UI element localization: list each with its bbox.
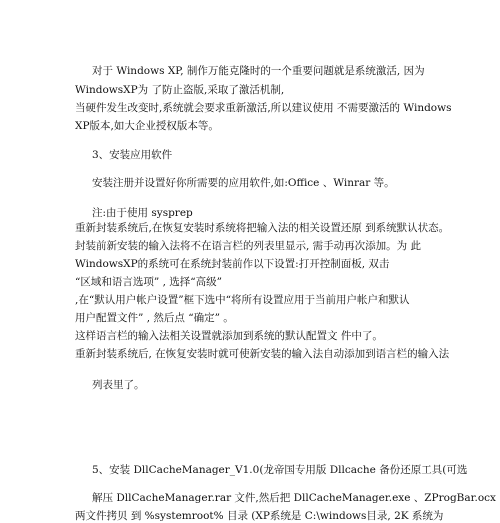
paragraph-line: 两文件拷贝 到 %systemroot% 目录 (XP系统是 C:\windows目录, 2K 系统为 [75, 510, 444, 522]
note-line: 注:由于使用 sysprep [92, 207, 193, 219]
paragraph-line: WindowsXP的系统可在系统封装前作以下设置:打开控制面板, 双击 [75, 258, 390, 270]
paragraph-line: WindowsXP为 了防止盗版,采取了激活机制, [75, 84, 285, 96]
paragraph-line: “区域和语言选项” , 选择“高级” [75, 276, 222, 288]
paragraph-line: 解压 DllCacheManager.rar 文件,然后把 DllCacheManager.exe 、ZProgBar.ocx [92, 492, 496, 504]
paragraph-line: 这样语言栏的输入法相关设置就添加到系统的默认配置文 件中了。 [75, 330, 383, 342]
section-heading: 3、安装应用软件 [92, 149, 173, 161]
paragraph-line: 用户配置文件” , 然后点 “确定” 。 [75, 312, 234, 324]
paragraph-line: ,在“默认用户帐户设置”框下选中“将所有设置应用于当前用户帐户和默认 [75, 294, 410, 306]
paragraph-line: 重新封装系统后, 在恢复安装时就可使新安装的输入法自动添加到语言栏的输入法 [75, 348, 450, 360]
paragraph-line: 当硬件发生改变时,系统就会要求重新激活,所以建议使用 不需要激活的 Windows [75, 102, 452, 114]
paragraph-line: 封装前新安装的输入法将不在语言栏的列表里显示, 需手动再次添加。为 此 [75, 240, 422, 252]
paragraph-line: 重新封装系统后,在恢复安装时系统将把输入法的相关设置还原 到系统默认状态。 [75, 222, 450, 234]
paragraph-line: 列表里了。 [92, 379, 145, 391]
paragraph-line: 安装注册并设置好你所需要的应用软件,如:Office 、Winrar 等。 [92, 177, 395, 189]
paragraph-line: XP版本,如大企业授权版本等。 [75, 120, 219, 132]
paragraph-line: 对于 Windows XP, 制作万能克隆时的一个重要问题就是系统激活, 因为 [92, 65, 425, 77]
section-heading: 5、安装 DllCacheManager_V1.0(龙帝国专用版 Dllcache 备份还原工具(可选 [92, 464, 468, 476]
